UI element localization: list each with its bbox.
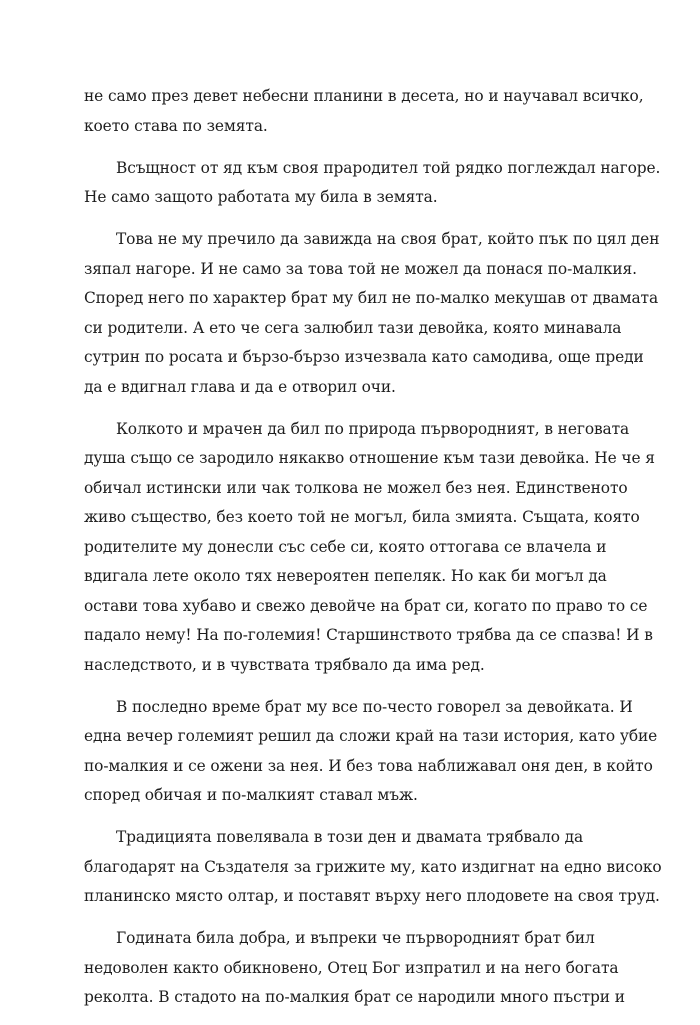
text-line: планинско място олтар, и поставят върху него плодовете на своя труд. [84,887,660,905]
text-line: недоволен както обикновено, Отец Бог изпратил и на него богата [84,958,619,977]
text-line: Годината била добра, и въпреки че първородният брат бил [116,929,595,947]
page-body-text [84,82,662,1025]
text-line: сутрин по росата и бързо-бързо изчезвала като самодива, още преди [84,348,644,366]
paragraph [84,82,644,141]
paragraph [84,823,662,912]
text-line: живо същество, без което той не могъл, била змията. Същата, която [84,508,640,526]
text-line: Според него по характер брат му бил не по-малко мекушав от двамата [84,289,659,307]
text-line: наследството, и в чувствата трябвало да има ред. [84,655,485,674]
text-line: падало нему! На по-големия! Старшинството трябва да се спазва! И в [84,626,653,644]
text-line: Не само защото работата му била в земята. [84,188,438,206]
text-line: си родители. А ето че сега залюбил тази девойка, която минавала [84,318,622,337]
paragraph [84,154,661,213]
text-line: вдигала лете около тях невероятен пепеляк. Но как би могъл да [84,567,607,585]
text-line: обичал истински или чак толкова не можел без нея. Единственото [84,478,628,497]
text-line: по-малкия и се ожени за нея. И без това наближавал оня ден, в който [84,756,653,775]
text-line: душа също се зародило някакво отношение към тази девойка. Не че я [84,449,655,467]
text-line: което става по земята. [84,116,268,135]
text-line: остави това хубаво и свежо девойче на брат си, когато по право то се [84,596,648,615]
text-line: реколта. В стадото на по-малкия брат се народили много пъстри и [84,988,625,1006]
paragraph [84,924,624,1013]
text-line: Всъщност от яд към своя прародител той рядко поглеждал нагоре. [116,158,661,177]
paragraph [84,415,655,681]
text-line: една вечер големият решил да сложи край на тази история, като убие [84,727,658,745]
text-line: благодарят на Създателя за грижите му, като издигнат на едно високо [84,857,662,876]
text-line: да е вдигнал глава и да е отворил очи. [84,377,396,396]
text-line: зяпал нагоре. И не само за това той не можел да понася по-малкия. [84,259,637,278]
paragraph [84,225,660,402]
paragraph [84,693,658,811]
text-line: Традицията повелявала в този ден и двамата трябвало да [116,828,584,846]
text-line: родителите му донесли със себе си, която оттогава се влачела и [84,537,607,556]
text-line: не само през девет небесни планини в десета, но и научавал всичко, [84,87,644,105]
text-line: Колкото и мрачен да бил по природа първородният, в неговата [116,419,630,438]
text-line: В последно време брат му все по-често говорел за девойката. И [116,697,633,716]
text-line: Това не му пречило да завижда на своя брат, който пък по цял ден [116,230,660,248]
text-line: според обичая и по-малкият ставал мъж. [84,786,418,804]
